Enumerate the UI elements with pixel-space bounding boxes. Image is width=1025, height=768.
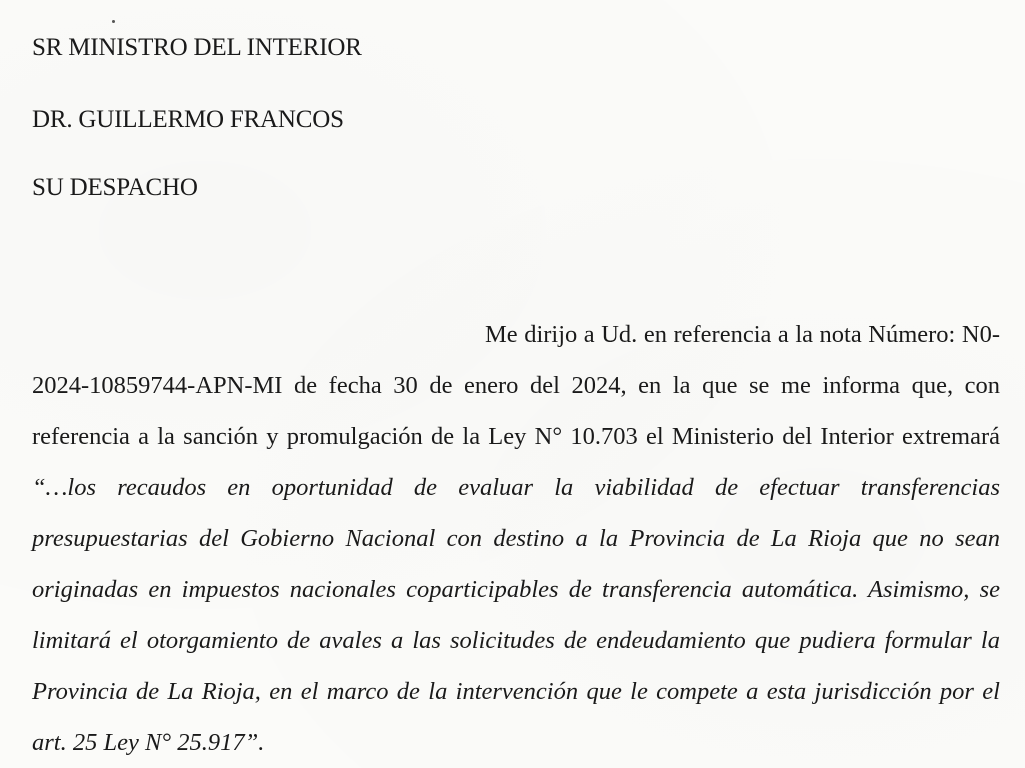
- quote-open: “: [32, 474, 46, 501]
- quoted-text: …los recaudos en oportunidad de evaluar la viabilidad de efectuar transferencias presupuestarias del Gobierno Nacional con destino a la Provincia de La Rioja que no sean originadas en impuestos nacionales coparticipables de transferencia automática. Asimismo, se limitará el otorgamiento de avales a las solicitudes de endeudamiento que pudiera formular la Provincia de La Rioja, en el marco de la intervención que le compete a esta jurisdicción por el art. 25 Ley N° 25.917: [32, 474, 1000, 756]
- scan-speck: [112, 20, 115, 23]
- body-paragraph: [32, 309, 1000, 768]
- body-intro: Me dirijo a Ud. en referencia a la nota Número: N0-2024-10859744-APN-MI de fecha 30 de enero del 2024, en la que se me informa que, con referencia a la sanción y promulgación de la Ley N° 10.703 el Ministerio del Interior extremará: [32, 321, 1000, 450]
- recipient-title: SR MINISTRO DEL INTERIOR: [32, 34, 362, 61]
- quote-close: ”.: [244, 729, 265, 756]
- recipient-office: SU DESPACHO: [32, 174, 198, 201]
- recipient-name: DR. GUILLERMO FRANCOS: [32, 106, 344, 133]
- letter-body: [32, 309, 1000, 768]
